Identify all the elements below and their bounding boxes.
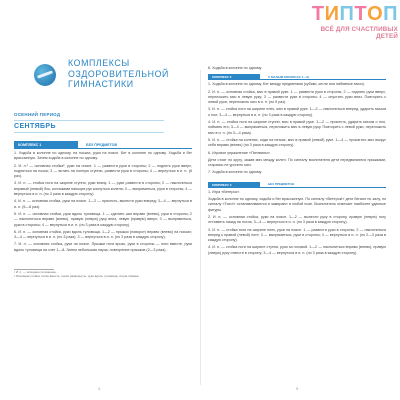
exercise-3: 3. И. п. — стойка ноги на ширине ступни, руки внизу. 1 — руки развести в стороны; 2 — наклониться вправый (левый) бок, кончиками пальцев рук коснуться колена; 3 — выпрямиться, руки в стороны; 4 — вернуться в и. п. (по 3 раза в каждую сторону).: [14, 181, 192, 197]
complex-2-type: С МАЛЫМ МЯЧОМ (№ 1—2): [260, 74, 386, 80]
tiptop-logo: [310, 3, 398, 43]
c2-exercise-3: 3. И. п. — стойка ноги на ширине плеч, мяч в правой руке. 1—2 — наклониться вперед, ударить мячом о пол; 3—4 — вернуться в и. п. (по 3 раза в каждую сторону).: [208, 107, 386, 117]
exercise-1: 1. Ходьба в колонне по одному, на носках, руки на поясе. Бег в колонне по одному. Ходьба и бег врассыпную. Затем ходьба в колонне по одному.: [14, 151, 192, 161]
exercise-5: 5. И. п. — основная стойка, руки вдоль туловища. 1 — сделать шаг вправо (влево), руки в стороны; 2 — наклониться вправо (влево), правую (левую) руку вниз, левую (правую) вверх; 3 — выпрямиться, руки в стороны; 4 — вернуться в и. п. (по 3 раза в каждую сторону).: [14, 211, 192, 227]
chapter-header: [14, 58, 192, 106]
c3-exercise-2: 2. И. п. — основная стойка, руки на поясе. 1—2 — вынести руку в сторону, правую (левую) ногу отставить назад на носок; 3—4 — вернуться в и. п. (по 3 раза в каждую сторону).: [208, 214, 386, 225]
exercise-6: 6. И. п. — основная стойка, руки вдоль туловища. 1—2 — прыжок (поворот) вправо (влево) на носках; 3—4 — вернуться в и. п. (по 3 раза). 3 — вернуться в и. п. (по 3 раза в каждую сторону).: [14, 229, 192, 240]
page-number-left: 4: [98, 386, 101, 391]
complex-type: БЕЗ ПРЕДМЕТОВ: [78, 141, 192, 149]
exercise-2: 2. И. п.¹ — основная стойка², руки на поясе. 1 — развести руки в стороны; 2 — поднять руки вверх, подняться на носки; 3 — встать на полную ступню, развести руки в стороны; 4 — вернуться в и. п. (6 раз).: [14, 163, 192, 179]
complex-3-type: БЕЗ ПРЕДМЕТОВ: [260, 182, 386, 188]
c2-exercise-1: 1. Ходьба в колонне по одному. Бег между предметами (кубики, кегли или набивные мячи).: [208, 82, 365, 87]
c2-exercise-6-desc: Дети стоят по кругу, зажав мяч между колен. По сигналу воспитателя дети передвигаются прыжками, стараясь не уронить мяч.: [208, 157, 386, 168]
logo-wordmark: ТИПТОП: [311, 3, 398, 25]
c2-exercise-6: 6. Игровое упражнение «Пингвины».: [208, 150, 271, 155]
footnote-2: ² Основная стойка: пятки вместе, носки развернуты, руки вдоль туловища, спина прямая.: [14, 274, 140, 279]
c2-exercise-4: 4. И. п. — стойка ноги на ширине ступни, мяч в правой руке. 1—2 — присесть, ударить мячом о пол, поймать его; 3—4 — выпрямиться, переложить мяч в левую руку. Повторить с левой руки, переложить мяч в и. п. (по 3—4 раза).: [208, 120, 386, 135]
footnote-1: ¹ И. п. — исходное положение.: [14, 270, 57, 275]
right-page: [208, 64, 386, 256]
c3-exercise-4: 4. И. п. — стойка ноги на ширине ступни, руки за головой. 1—2 — наклониться вправо (влево), правую (левую) руку отвести в сторону; 3—4 — вернуться в и. п. (по 3 раза в каждую сторону).: [208, 245, 386, 255]
exercise-7: 7. И. п. — основная стойка, руки на поясе. Прыжки ноги врозь, руки в стороны — ноги вместе, руки вдоль туловища на счет 1—8. Затем небольшая пауза, повторение прыжков (2—3 раза).: [14, 242, 192, 252]
c3-exercise-1-desc: Ходьба в колонне по одному, ходьба и бег врассыпную. По сигналу «Ветерок!» дети бегают по залу, по сигналу «Тихо!» останавливаются и замирают в любой позе. Воспитатель отмечает наиболее удачные фигуры.: [208, 197, 386, 212]
complex-label: КОМПЛЕКС 1: [14, 141, 78, 149]
c3-exercise-1: 1. Игра «Ветерок».: [208, 189, 241, 194]
c3-exercise-3: 3. И. п. — стойка ноги на ширине плеч, руки на поясе. 1 — развести руки в стороны; 2 — наклониться вперед к правой (левой) ноге; 3 — выпрямиться, руки в стороны; 4 — вернуться в и. п. (по 2—3 раза в каждую сторону).: [208, 227, 386, 243]
complex-3-header: [208, 182, 386, 188]
c2-exercise-5: 5. И. п. — стойка на коленях, сидя на пятках, мяч в правой (левой) руке. 1—4 — прокатить мяч вокруг себя вправо (влево) (по 3 раза в каждую сторону).: [208, 137, 386, 148]
month-heading: СЕНТЯБРЬ: [14, 120, 164, 133]
complex-3-label: КОМПЛЕКС 3: [208, 182, 260, 188]
complex-header: [14, 141, 192, 149]
c2-exercise-7: 7. Ходьба в колонне по одному.: [208, 170, 263, 175]
complex-2-label: КОМПЛЕКС 2: [208, 74, 260, 80]
left-page: [14, 58, 192, 279]
exercise-8: 8. Ходьба в колонне по одному.: [208, 66, 263, 70]
complex-2-header: [208, 74, 386, 80]
chapter-title: КОМПЛЕКСЫ ОЗДОРОВИТЕЛЬНОЙ ГИМНАСТИКИ: [68, 58, 169, 89]
section-label: ОСЕННИЙ ПЕРИОД: [14, 112, 61, 117]
logo-tagline: ВСЁ ДЛЯ СЧАСТЛИВЫХ ДЕТЕЙ: [320, 26, 398, 40]
c2-exercise-2: 2. И. п. — основная стойка, мяч в правой руке. 1 — развести руки в стороны; 2 — поднять руки вверх, переложить мяч в левую руку; 3 — развести руки в стороны; 4 — опустить руки вниз. Повторить с левой руки, переложить мяч в и. п. (по 5 раз).: [208, 89, 386, 105]
globe-icon: [34, 64, 56, 86]
page-number-right: 5: [296, 386, 299, 391]
page-spine: [200, 70, 201, 385]
exercise-4: 4. И. п. — основная стойка, руки на поясе. 1—2 — присесть, вынести руки вперед; 3—4 — вернуться в и. п. (5—6 раз).: [14, 199, 192, 209]
